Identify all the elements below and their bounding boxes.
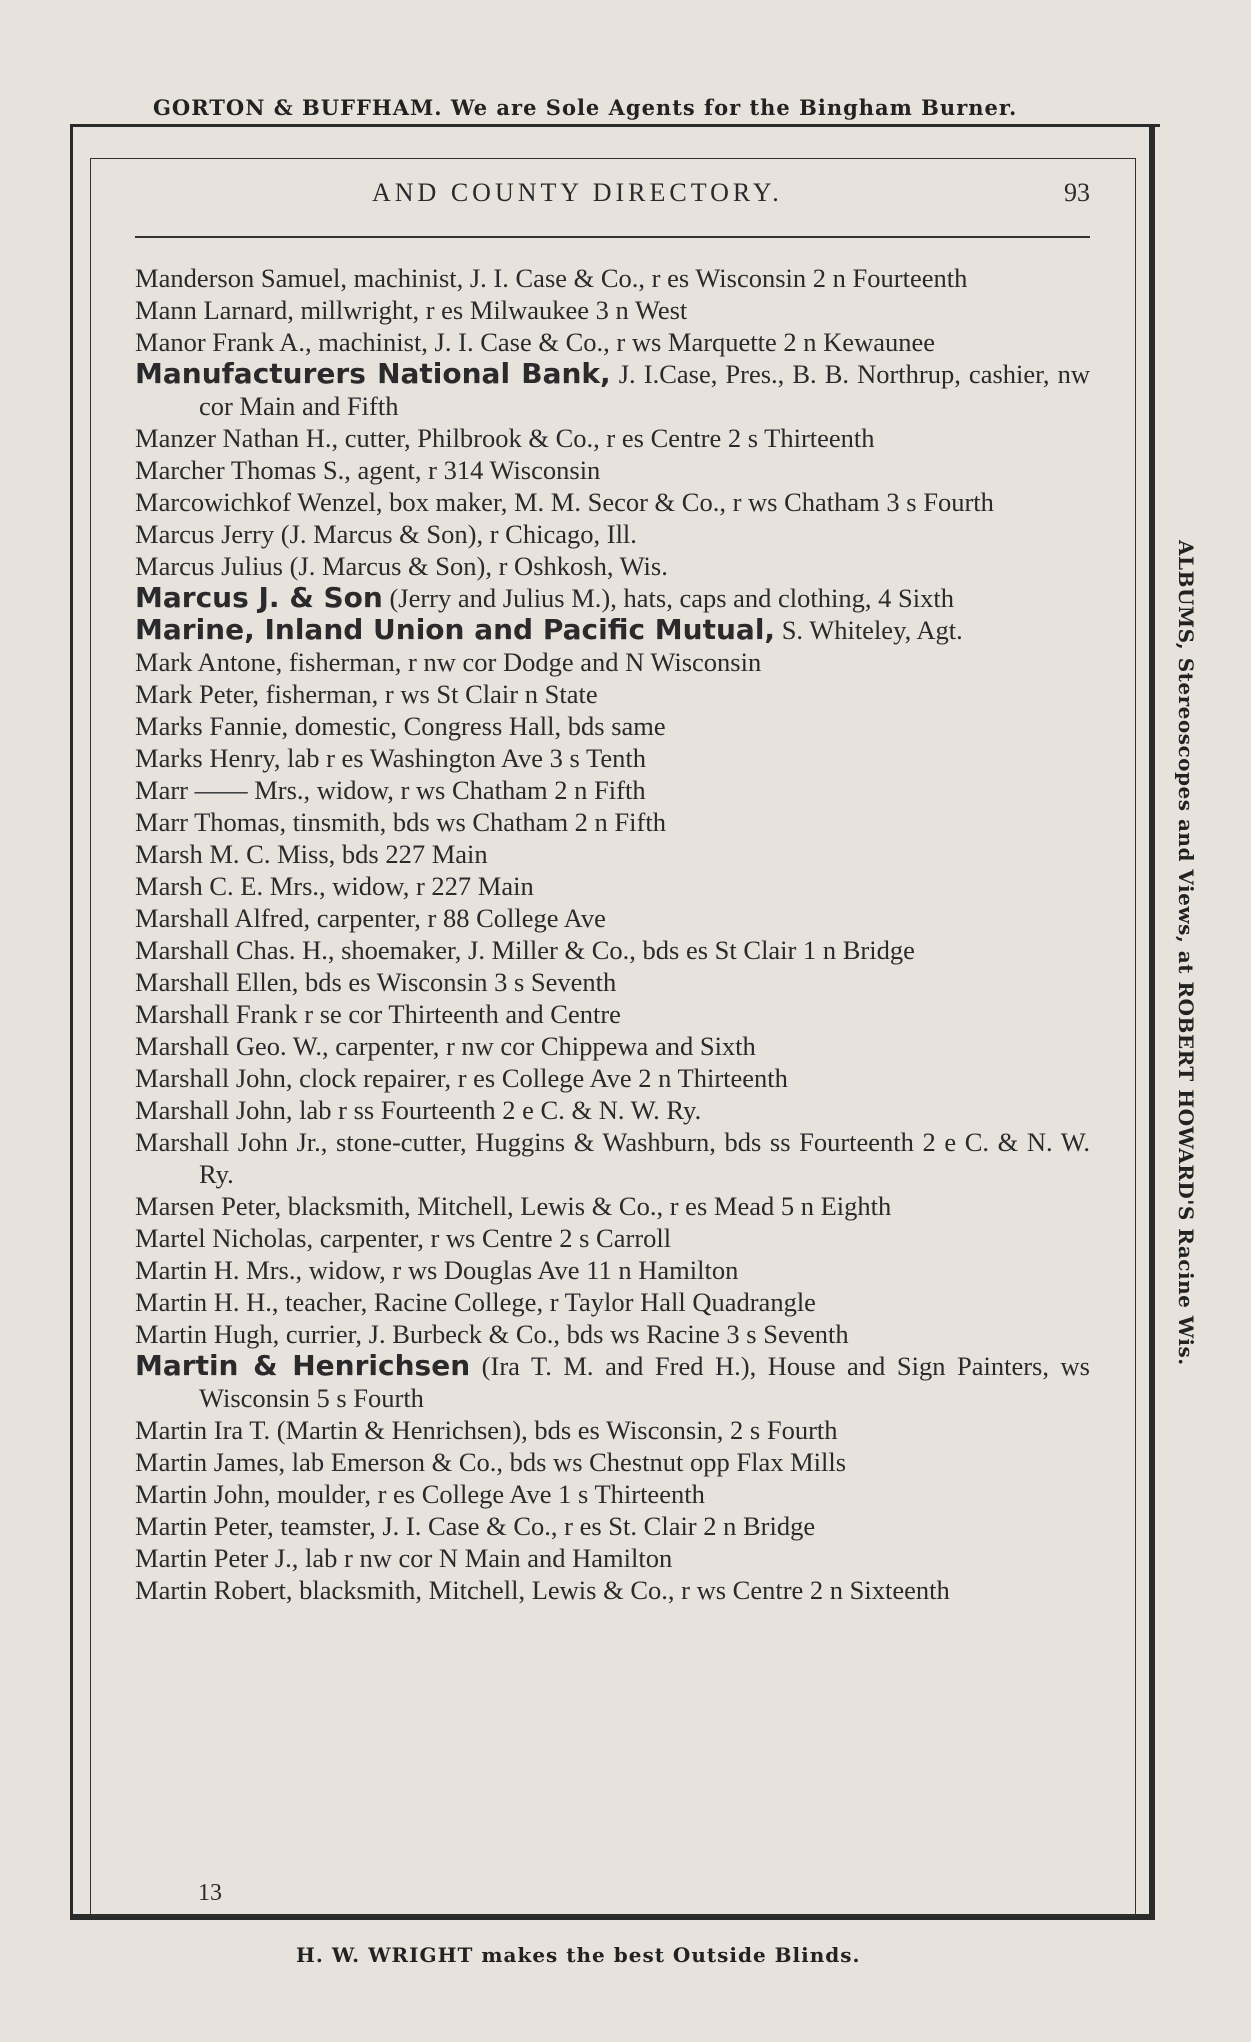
entry-text: (Jerry and Julius M.), hats, caps and clothing, 4 Sixth xyxy=(382,583,954,613)
directory-entry xyxy=(135,646,1090,678)
directory-entry xyxy=(135,1062,1090,1094)
entry-text: Marks Fannie, domestic, Congress Hall, bds same xyxy=(135,711,666,741)
directory-entry xyxy=(135,1478,1090,1510)
entry-text: Marks Henry, lab r es Washington Ave 3 s Tenth xyxy=(135,743,646,773)
directory-entry xyxy=(135,1030,1090,1062)
entry-text: Marshall Ellen, bds es Wisconsin 3 s Seventh xyxy=(135,967,617,997)
directory-entry xyxy=(135,1286,1090,1318)
header-rule xyxy=(135,236,1090,238)
business-name: Marine, Inland Union and Pacific Mutual, xyxy=(135,613,776,646)
entry-text: Martin H. Mrs., widow, r ws Douglas Ave 11 n Hamilton xyxy=(135,1255,739,1285)
directory-entry xyxy=(135,1254,1090,1286)
entry-text: Mann Larnard, millwright, r es Milwaukee 3 n West xyxy=(135,295,688,325)
entry-text: Marshall Chas. H., shoemaker, J. Miller & Co., bds es St Clair 1 n Bridge xyxy=(135,935,915,965)
directory-entry xyxy=(135,870,1090,902)
entry-text: Martin James, lab Emerson & Co., bds ws Chestnut opp Flax Mills xyxy=(135,1447,847,1477)
directory-entry xyxy=(135,614,1090,646)
entry-text: Marcus Julius (J. Marcus & Son), r Oshkosh, Wis. xyxy=(135,551,668,581)
entry-text: Martin Ira T. (Martin & Henrichsen), bds es Wisconsin, 2 s Fourth xyxy=(135,1415,838,1445)
directory-entry xyxy=(135,294,1090,326)
directory-entry xyxy=(135,1446,1090,1478)
entry-text: Manderson Samuel, machinist, J. I. Case & Co., r es Wisconsin 2 n Fourteenth xyxy=(135,263,968,293)
entry-text: Martin Peter J., lab r nw cor N Main and Hamilton xyxy=(135,1543,673,1573)
entry-text: Marshall Frank r se cor Thirteenth and Centre xyxy=(135,999,621,1029)
directory-entry xyxy=(135,678,1090,710)
entry-text: Marcowichkof Wenzel, box maker, M. M. Secor & Co., r ws Chatham 3 s Fourth xyxy=(135,487,994,517)
directory-entry xyxy=(135,1318,1090,1350)
bottom-advertisement-banner: H. W. WRIGHT makes the best Outside Blinds. xyxy=(296,1943,861,1967)
directory-entry xyxy=(135,934,1090,966)
entry-text: Martin Peter, teamster, J. I. Case & Co., r es St. Clair 2 n Bridge xyxy=(135,1511,816,1541)
business-name: Marcus J. & Son xyxy=(135,581,383,614)
page-title: AND COUNTY DIRECTORY. xyxy=(372,178,783,207)
directory-entry xyxy=(135,454,1090,486)
top-advertisement-banner: GORTON & BUFFHAM. We are Sole Agents for the Bingham Burner. xyxy=(153,95,1018,120)
directory-entry xyxy=(135,262,1090,294)
entry-text: Marcher Thomas S., agent, r 314 Wisconsin xyxy=(135,455,601,485)
entry-text: Marshall John, lab r ss Fourteenth 2 e C. & N. W. Ry. xyxy=(135,1095,702,1125)
entry-text: Marr Thomas, tinsmith, bds ws Chatham 2 n Fifth xyxy=(135,807,666,837)
directory-entry xyxy=(135,710,1090,742)
directory-entry xyxy=(135,1510,1090,1542)
directory-entry xyxy=(135,422,1090,454)
directory-entry xyxy=(135,806,1090,838)
entry-text: Mark Peter, fisherman, r ws St Clair n State xyxy=(135,679,598,709)
entry-text: Marcus Jerry (J. Marcus & Son), r Chicago, Ill. xyxy=(135,519,637,549)
directory-entry xyxy=(135,742,1090,774)
entry-text: Mark Antone, fisherman, r nw cor Dodge and N Wisconsin xyxy=(135,647,762,677)
entry-text: Marshall Geo. W., carpenter, r nw cor Chippewa and Sixth xyxy=(135,1031,756,1061)
entry-text: Marshall Alfred, carpenter, r 88 College Ave xyxy=(135,903,606,933)
directory-entry xyxy=(135,582,1090,614)
business-name: Martin & Henrichsen xyxy=(135,1349,471,1382)
directory-entry xyxy=(135,1222,1090,1254)
entry-text: Marsen Peter, blacksmith, Mitchell, Lewis & Co., r es Mead 5 n Eighth xyxy=(135,1191,892,1221)
signature-mark: 13 xyxy=(198,1880,222,1906)
directory-entry xyxy=(135,1574,1090,1606)
entry-text: Martel Nicholas, carpenter, r ws Centre 2 s Carroll xyxy=(135,1223,672,1253)
directory-entry xyxy=(135,358,1090,422)
directory-entry xyxy=(135,1542,1090,1574)
directory-entry xyxy=(135,1094,1090,1126)
directory-entry xyxy=(135,518,1090,550)
entry-text: J. I.Case, Pres., B. B. Northrup, cashier, nw cor Main and Fifth xyxy=(199,359,1090,421)
entry-text: Marsh C. E. Mrs., widow, r 227 Main xyxy=(135,871,534,901)
directory-entry xyxy=(135,486,1090,518)
directory-entry xyxy=(135,966,1090,998)
entry-text: S. Whiteley, Agt. xyxy=(775,615,963,645)
entry-text: Martin John, moulder, r es College Ave 1 s Thirteenth xyxy=(135,1479,705,1509)
entry-text: Martin Robert, blacksmith, Mitchell, Lewis & Co., r ws Centre 2 n Sixteenth xyxy=(135,1575,950,1605)
entry-text: Manor Frank A., machinist, J. I. Case & Co., r ws Marquette 2 n Kewaunee xyxy=(135,327,935,357)
directory-entry xyxy=(135,550,1090,582)
entry-text: Martin Hugh, currier, J. Burbeck & Co., bds ws Racine 3 s Seventh xyxy=(135,1319,849,1349)
entry-text: Marshall John Jr., stone-cutter, Huggins & Washburn, bds ss Fourteenth 2 e C. & N. W. Ry. xyxy=(135,1127,1090,1189)
entry-text: Martin H. H., teacher, Racine College, r Taylor Hall Quadrangle xyxy=(135,1287,816,1317)
entry-text: Marshall John, clock repairer, r es College Ave 2 n Thirteenth xyxy=(135,1063,788,1093)
business-name: Manufacturers National Bank, xyxy=(135,357,611,390)
directory-entry xyxy=(135,998,1090,1030)
page-number: 93 xyxy=(1064,178,1090,207)
directory-entry xyxy=(135,1126,1090,1190)
directory-entry xyxy=(135,1350,1090,1414)
side-advertisement-banner: ALBUMS, Stereoscopes and Views, at ROBERT HOWARD'S Racine Wis. xyxy=(1174,540,1198,1366)
page-header xyxy=(135,178,1090,218)
directory-entry xyxy=(135,838,1090,870)
entry-text: Marr —— Mrs., widow, r ws Chatham 2 n Fifth xyxy=(135,775,646,805)
entry-text: Manzer Nathan H., cutter, Philbrook & Co., r es Centre 2 s Thirteenth xyxy=(135,423,875,453)
directory-entry xyxy=(135,326,1090,358)
directory-entries xyxy=(135,262,1090,1606)
directory-entry xyxy=(135,1190,1090,1222)
entry-text: Marsh M. C. Miss, bds 227 Main xyxy=(135,839,488,869)
directory-entry xyxy=(135,1414,1090,1446)
directory-entry xyxy=(135,902,1090,934)
entry-text: (Ira T. M. and Fred H.), House and Sign Painters, ws Wisconsin 5 s Fourth xyxy=(199,1351,1090,1413)
directory-entry xyxy=(135,774,1090,806)
